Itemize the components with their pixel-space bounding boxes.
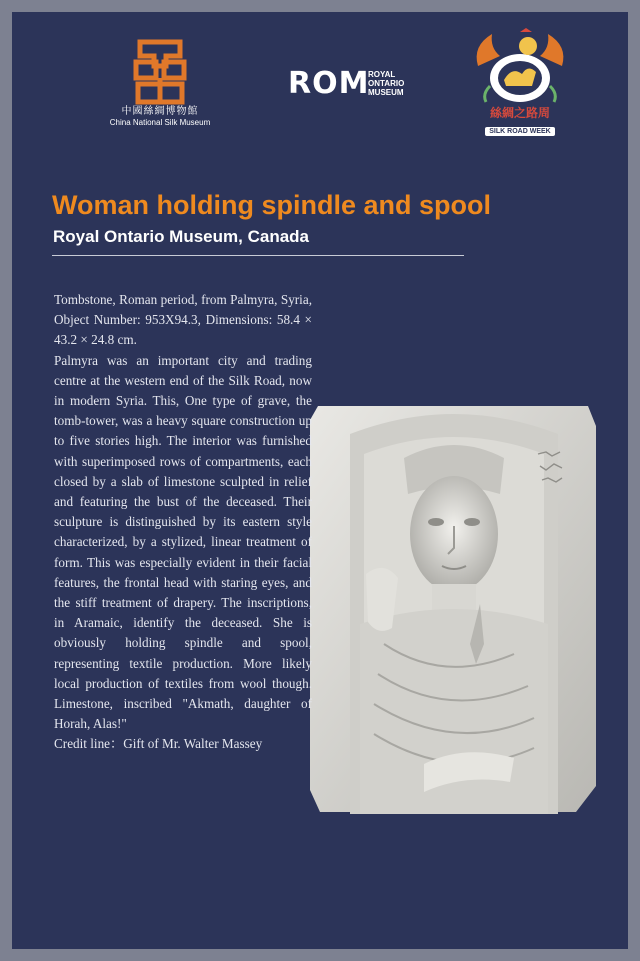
silk-road-week-chinese: 絲綢之路周 <box>489 106 550 120</box>
credit-line: Credit line：Gift of Mr. Walter Massey <box>54 736 263 752</box>
poster-panel <box>12 12 628 949</box>
rom-line-3: MUSEUM <box>368 88 404 97</box>
history-paragraph: Palmyra was an important city and trading centre at the western end of the Silk Road, now in modern Syria. This, One type of grave, the tomb-tower, was a heavy square construction up to five stories high. The interior was furnished with superimposed rows of compartments, each closed by a slab of limestone sculpted in relief and featuring the bust of the deceased. Their sculpture is distinguished by its eastern style characterized, by a stylized, linear treatment of form. This was especially evident in their facial features, the frontal head with staring eyes, and the stiff treatment of drapery. The inscriptions, in Aramaic, identify the deceased. She is obviously holding spindle and spool, representing textile production. More likely local production of textiles from wool though. Limestone, inscribed "Akmath, daughter of Horah, Alas!" <box>54 352 312 732</box>
image-wrap-spacer <box>312 398 458 838</box>
silk-museum-caption <box>98 106 222 127</box>
rom-subtitle <box>368 70 404 97</box>
description-text <box>54 290 458 838</box>
silk-museum-logo <box>98 36 222 132</box>
silk-museum-english-name: China National Silk Museum <box>109 118 211 127</box>
rom-line-2: ONTARIO <box>368 79 405 88</box>
silk-museum-emblem-icon <box>98 36 222 106</box>
rom-line-1: ROYAL <box>368 70 396 79</box>
silk-road-week-logo <box>468 26 572 134</box>
exhibit-title: Woman holding spindle and spool <box>52 190 491 220</box>
silk-road-week-caption <box>468 106 572 138</box>
rom-logo <box>288 62 428 112</box>
title-divider <box>52 255 464 256</box>
silk-museum-chinese-name: 中國絲綢博物館 <box>121 106 199 117</box>
exhibit-subtitle: Royal Ontario Museum, Canada <box>53 227 309 246</box>
camel-emblem-icon <box>468 26 572 106</box>
silk-road-week-english: SILK ROAD WEEK <box>485 127 554 136</box>
object-details-paragraph: Tombstone, Roman period, from Palmyra, Syria, Object Number: 953X94.3, Dimensions: 58.4 × 43.2 × 24.8 cm. <box>54 292 312 348</box>
rom-wordmark: ROM <box>288 66 370 101</box>
